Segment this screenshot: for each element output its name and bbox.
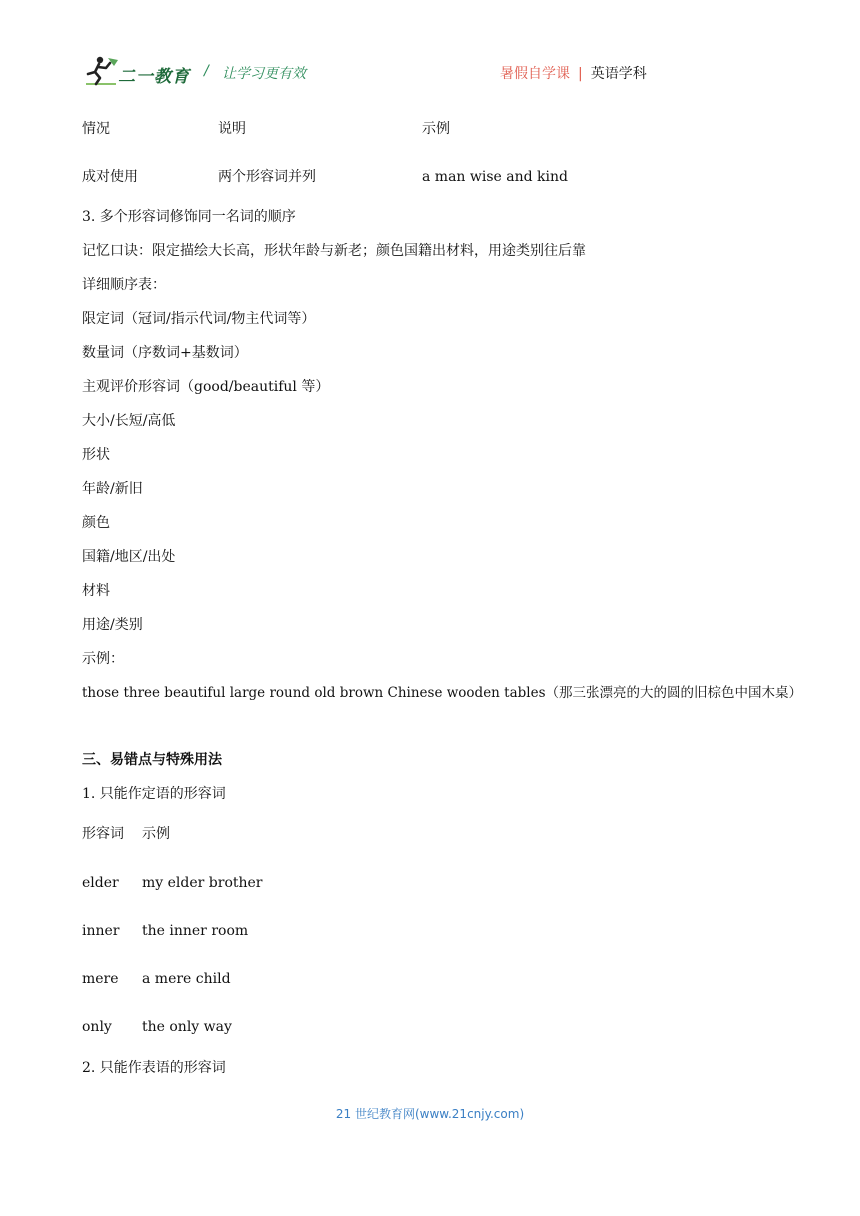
mnemonic: 记忆口诀：限定描绘大长高，形状年龄与新老；颜色国籍出材料，用途类别往后靠 [82,243,586,259]
section3-sub1: 1. 只能作定语的形容词 [82,786,226,802]
list-item: 形状 [82,447,110,463]
section3-sub2: 2. 只能作表语的形容词 [82,1060,226,1076]
brand-logo [82,54,192,88]
header-divider: | [578,66,583,82]
table-cell-situation: 成对使用 [82,169,138,185]
logo-text: 二一教育 [118,67,190,87]
list-item: 限定词（冠词/指示代词/物主代词等） [82,311,316,327]
section-order-title: 3. 多个形容词修饰同一名词的顺序 [82,209,296,225]
table-header-situation: 情况 [82,121,110,137]
list-item: 国籍/地区/出处 [82,549,176,565]
list-item: 年龄/新旧 [82,481,143,497]
table-cell-adjective: only [82,1019,112,1035]
section3-heading: 三、易错点与特殊用法 [82,752,222,768]
table-cell-adjective: inner [82,923,120,939]
table-cell-example: a mere child [142,971,231,987]
page-header [82,54,682,94]
header-course-info [500,63,647,83]
list-item: 颜色 [82,515,110,531]
course-label: 暑假自学课 [500,66,570,82]
example-label: 示例： [82,651,124,667]
table-cell-example: the inner room [142,923,249,939]
list-item: 主观评价形容词（good/beautiful 等） [82,379,330,395]
table-cell-example: the only way [142,1019,232,1035]
table-cell-example: a man wise and kind [422,169,568,185]
runner-logo-icon [82,54,122,88]
list-item: 用途/类别 [82,617,143,633]
table-cell-adjective: elder [82,875,119,891]
table-header-example: 示例 [142,826,170,842]
table-header-adjective: 形容词 [82,826,124,842]
slogan: 让学习更有效 [222,66,306,82]
table-cell-adjective: mere [82,971,119,987]
list-item: 材料 [82,583,110,599]
example-sentence: those three beautiful large round old brown Chinese wooden tables（那三张漂亮的大的圆的旧棕色中国木桌） [82,685,803,701]
table-header-explanation: 说明 [218,121,246,137]
list-item: 数量词（序数词+基数词） [82,345,248,361]
table-cell-example: my elder brother [142,875,263,891]
subject-label: 英语学科 [590,66,647,82]
slogan-slash: / [204,63,209,79]
order-list-title: 详细顺序表： [82,277,166,293]
table-header-example: 示例 [422,121,450,137]
list-item: 大小/长短/高低 [82,413,176,429]
page-footer: 21 世纪教育网(www.21cnjy.com) [335,1107,525,1121]
table-cell-explanation: 两个形容词并列 [218,169,316,185]
